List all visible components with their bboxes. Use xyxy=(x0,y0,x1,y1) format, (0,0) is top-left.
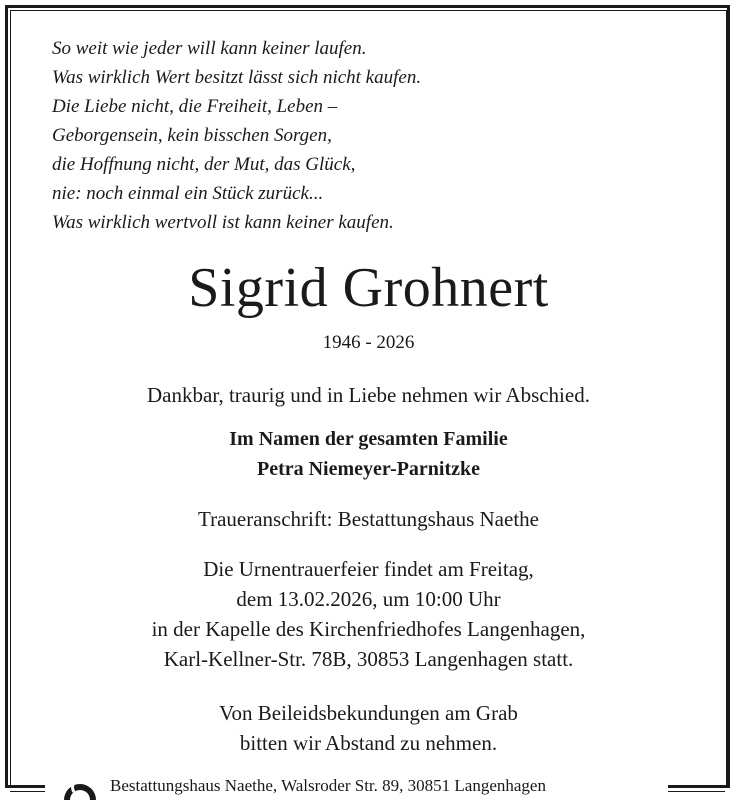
address-note xyxy=(0,504,737,534)
ceremony-line: Karl-Kellner-Str. 78B, 30853 Langenhagen statt. xyxy=(163,647,574,671)
bottom-border-right-thin xyxy=(668,791,725,792)
poem-line: Was wirklich Wert besitzt lässt sich nicht kaufen. xyxy=(52,67,422,88)
farewell-line: Dankbar, traurig und in Liebe nehmen wir Abschied. xyxy=(147,383,590,407)
address-line: Traueranschrift: Bestattungshaus Naethe xyxy=(198,507,539,531)
poem xyxy=(52,34,421,237)
bottom-border-left-thin xyxy=(10,791,45,792)
poem-line: Geborgensein, kein bisschen Sorgen, xyxy=(52,125,332,146)
condolence-note xyxy=(0,698,737,758)
footer-address: Bestattungshaus Naethe, Walsroder Str. 89, 30851 Langenhagen xyxy=(110,776,546,795)
funeral-home-logo-icon xyxy=(60,772,100,800)
farewell-text xyxy=(0,380,737,410)
life-years: 1946 - 2026 xyxy=(322,332,415,353)
condolence-line: Von Beileidsbekundungen am Grab xyxy=(219,701,518,725)
ceremony-line: in der Kapelle des Kirchenfriedhofes Langenhagen, xyxy=(151,617,586,641)
poem-line: die Hoffnung nicht, der Mut, das Glück, xyxy=(52,154,356,175)
poem-line: nie: noch einmal ein Stück zurück... xyxy=(52,183,324,204)
deceased-name: Sigrid Grohnert xyxy=(188,257,549,319)
condolence-line: bitten wir Abstand zu nehmen. xyxy=(239,731,498,755)
footer xyxy=(60,772,546,800)
family-signature xyxy=(0,424,737,484)
poem-line: So weit wie jeder will kann keiner laufen. xyxy=(52,38,367,59)
poem-line: Die Liebe nicht, die Freiheit, Leben – xyxy=(52,96,338,117)
bottom-border-left xyxy=(5,785,45,788)
ceremony-line: dem 13.02.2026, um 10:00 Uhr xyxy=(236,587,501,611)
ceremony-info xyxy=(0,554,737,674)
poem-line: Was wirklich wertvoll ist kann keiner kaufen. xyxy=(52,212,394,233)
family-line: Im Namen der gesamten Familie xyxy=(229,428,508,450)
ceremony-line: Die Urnentrauerfeier findet am Freitag, xyxy=(203,557,534,581)
family-name: Petra Niemeyer-Parnitzke xyxy=(256,458,481,480)
bottom-border-right xyxy=(668,785,730,788)
